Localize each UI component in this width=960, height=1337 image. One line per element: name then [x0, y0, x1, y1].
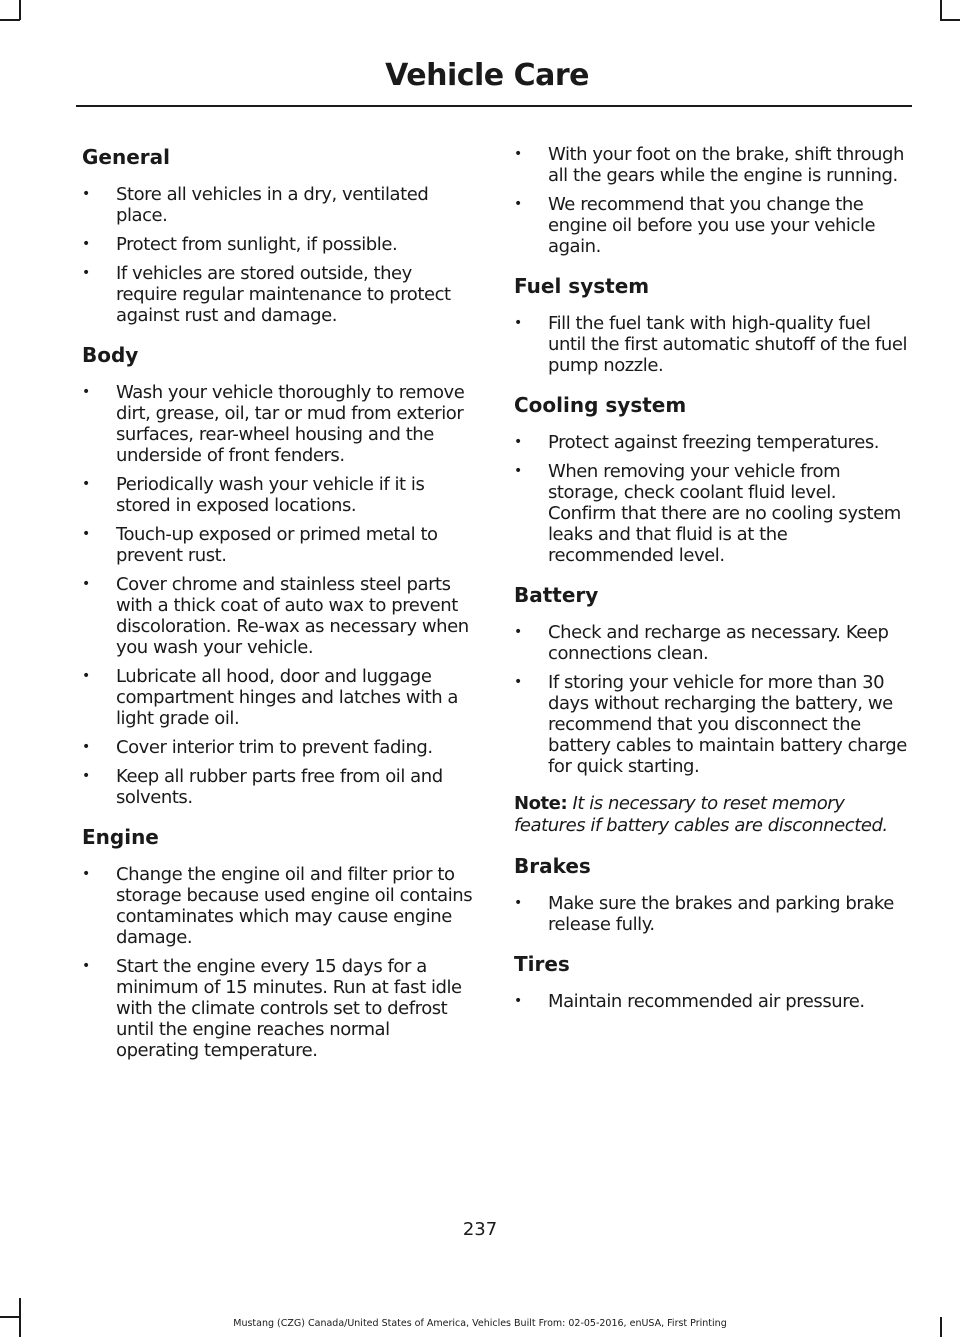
header-divider	[76, 105, 912, 107]
list-item: • Start the engine every 15 days for a minimum of 15 minutes. Run at fast idle with the climate controls set to defrost until the engine reaches normal operating temperature.	[82, 956, 477, 1061]
list-item: • Store all vehicles in a dry, ventilated place.	[82, 184, 477, 226]
list-item: • If storing your vehicle for more than 30 days without recharging the battery, we recommend that you disconnect the battery cables to maintain battery charge for quick starting.	[514, 672, 909, 777]
list-item: • Maintain recommended air pressure.	[514, 991, 909, 1012]
section-heading-body: Body	[82, 343, 139, 367]
left-column	[82, 144, 477, 1077]
crop-mark	[940, 0, 942, 20]
list-item: • Wash your vehicle thoroughly to remove dirt, grease, oil, tar or mud from exterior surfaces, rear-wheel housing and the underside of front fenders.	[82, 382, 477, 466]
general-list	[82, 184, 477, 326]
engine-list-continued	[514, 144, 909, 257]
list-item: • We recommend that you change the engine oil before you use your vehicle again.	[514, 194, 909, 257]
section-heading-battery: Battery	[514, 583, 599, 607]
list-item: • Check and recharge as necessary. Keep connections clean.	[514, 622, 909, 664]
page-number: 237	[462, 1219, 498, 1240]
list-item: • With your foot on the brake, shift through all the gears while the engine is running.	[514, 144, 909, 186]
engine-list	[82, 864, 477, 1061]
list-item: • Fill the fuel tank with high-quality fuel until the first automatic shutoff of the fuel pump nozzle.	[514, 313, 909, 376]
list-item: • Lubricate all hood, door and luggage compartment hinges and latches with a light grade oil.	[82, 666, 477, 729]
battery-list	[514, 622, 909, 777]
list-item: • Cover interior trim to prevent fading.	[82, 737, 477, 758]
list-item: • Touch-up exposed or primed metal to prevent rust.	[82, 524, 477, 566]
tires-list	[514, 991, 909, 1012]
note-text: It is necessary to reset memory features if battery cables are disconnected.	[514, 793, 888, 836]
list-item: • Change the engine oil and filter prior to storage because used engine oil contains contaminates which may cause engine damage.	[82, 864, 477, 948]
list-item: • Periodically wash your vehicle if it is stored in exposed locations.	[82, 474, 477, 516]
section-heading-engine: Engine	[82, 825, 159, 849]
list-item: • Keep all rubber parts free from oil and solvents.	[82, 766, 477, 808]
page-header-title: Vehicle Care	[385, 58, 589, 93]
battery-note	[514, 793, 909, 837]
footer-text: Mustang (CZG) Canada/United States of America, Vehicles Built From: 02-05-2016, enUSA, First Printing	[233, 1318, 727, 1329]
cooling-system-list	[514, 432, 909, 566]
section-heading-fuel-system: Fuel system	[514, 274, 650, 298]
fuel-system-list	[514, 313, 909, 376]
crop-mark	[0, 19, 20, 21]
crop-mark	[940, 19, 960, 21]
section-heading-brakes: Brakes	[514, 854, 591, 878]
note-label: Note:	[514, 793, 568, 814]
list-item: • Cover chrome and stainless steel parts with a thick coat of auto wax to prevent discoloration. Re-wax as necessary when you wash your vehicle.	[82, 574, 477, 658]
list-item: • Make sure the brakes and parking brake release fully.	[514, 893, 909, 935]
crop-mark	[19, 0, 21, 20]
brakes-list	[514, 893, 909, 935]
section-heading-general: General	[82, 145, 170, 169]
right-column	[514, 144, 909, 1028]
section-heading-tires: Tires	[514, 952, 570, 976]
list-item: • Protect against freezing temperatures.	[514, 432, 909, 453]
list-item: • When removing your vehicle from storage, check coolant fluid level. Confirm that there are no cooling system leaks and that fluid is at the recommended level.	[514, 461, 909, 566]
list-item: • Protect from sunlight, if possible.	[82, 234, 477, 255]
section-heading-cooling-system: Cooling system	[514, 393, 687, 417]
list-item: • If vehicles are stored outside, they require regular maintenance to protect against rust and damage.	[82, 263, 477, 326]
body-list	[82, 382, 477, 808]
